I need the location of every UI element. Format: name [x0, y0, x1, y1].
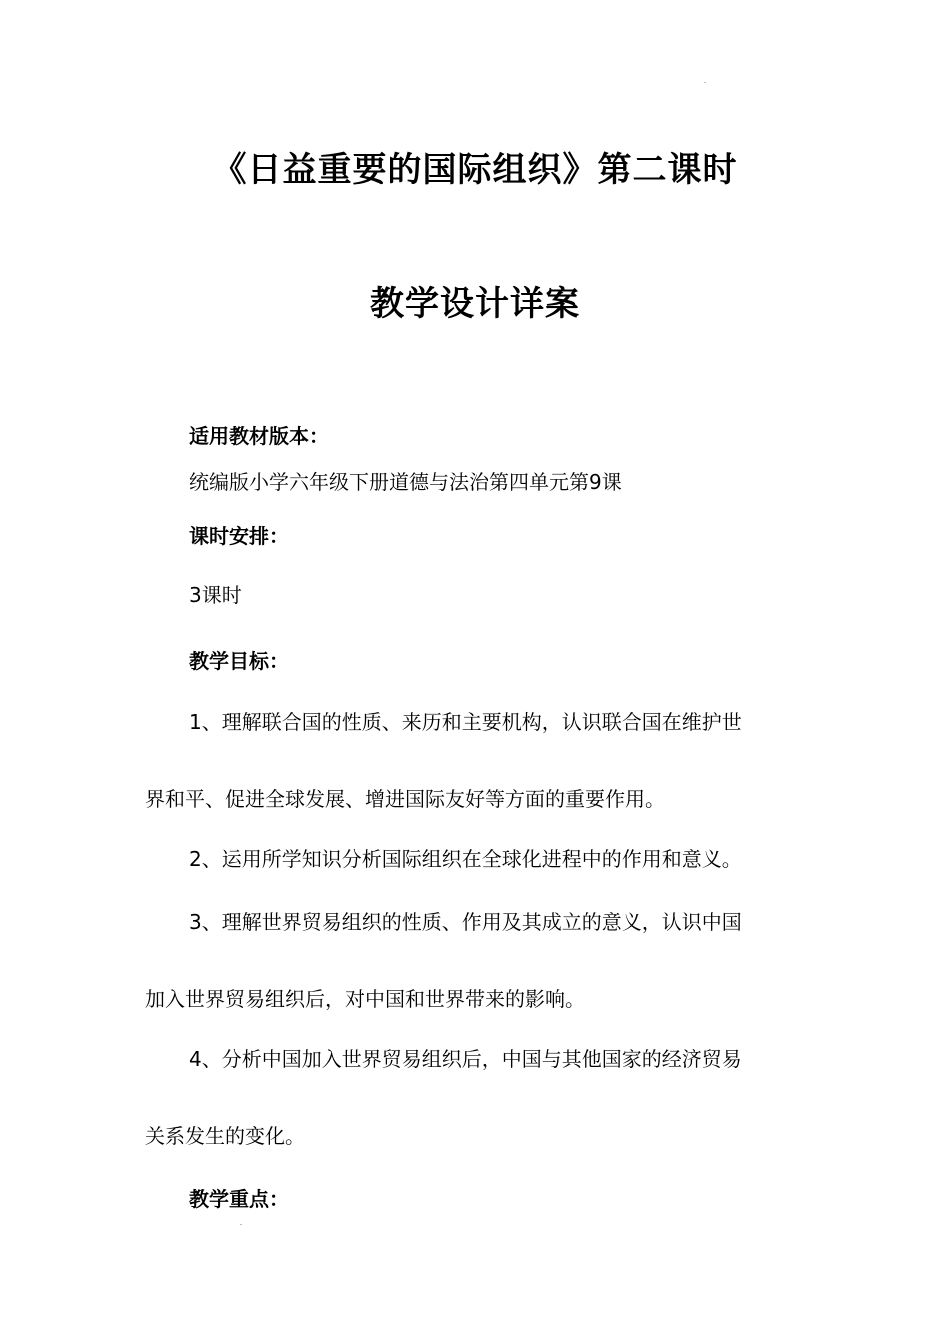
goal-3-line-1: 3、理解世界贸易组织的性质、作用及其成立的意义，认识中国 — [189, 910, 742, 934]
schedule-value: 3课时 — [189, 583, 242, 607]
goal-1-line-1: 1、理解联合国的性质、来历和主要机构，认识联合国在维护世 — [189, 710, 742, 734]
goal-4-line-2: 关系发生的变化。 — [145, 1124, 305, 1148]
document-title-line2: 教学设计详案 — [370, 284, 580, 324]
goals-label: 教学目标： — [189, 649, 289, 673]
scan-dot — [704, 82, 706, 83]
goal-4-line-1: 4、分析中国加入世界贸易组织后，中国与其他国家的经济贸易 — [189, 1047, 742, 1071]
textbook-value: 统编版小学六年级下册道德与法治第四单元第9课 — [189, 470, 622, 494]
schedule-label: 课时安排： — [189, 524, 289, 548]
document-title-line1: 《日益重要的国际组织》第二课时 — [212, 150, 738, 190]
key-points-label: 教学重点： — [189, 1187, 289, 1211]
scan-dot — [240, 1224, 242, 1225]
goal-3-line-2: 加入世界贸易组织后，对中国和世界带来的影响。 — [145, 987, 585, 1011]
textbook-label: 适用教材版本： — [189, 424, 329, 448]
goal-1-line-2: 界和平、促进全球发展、增进国际友好等方面的重要作用。 — [145, 787, 665, 811]
goal-2-line-1: 2、运用所学知识分析国际组织在全球化进程中的作用和意义。 — [189, 847, 742, 871]
